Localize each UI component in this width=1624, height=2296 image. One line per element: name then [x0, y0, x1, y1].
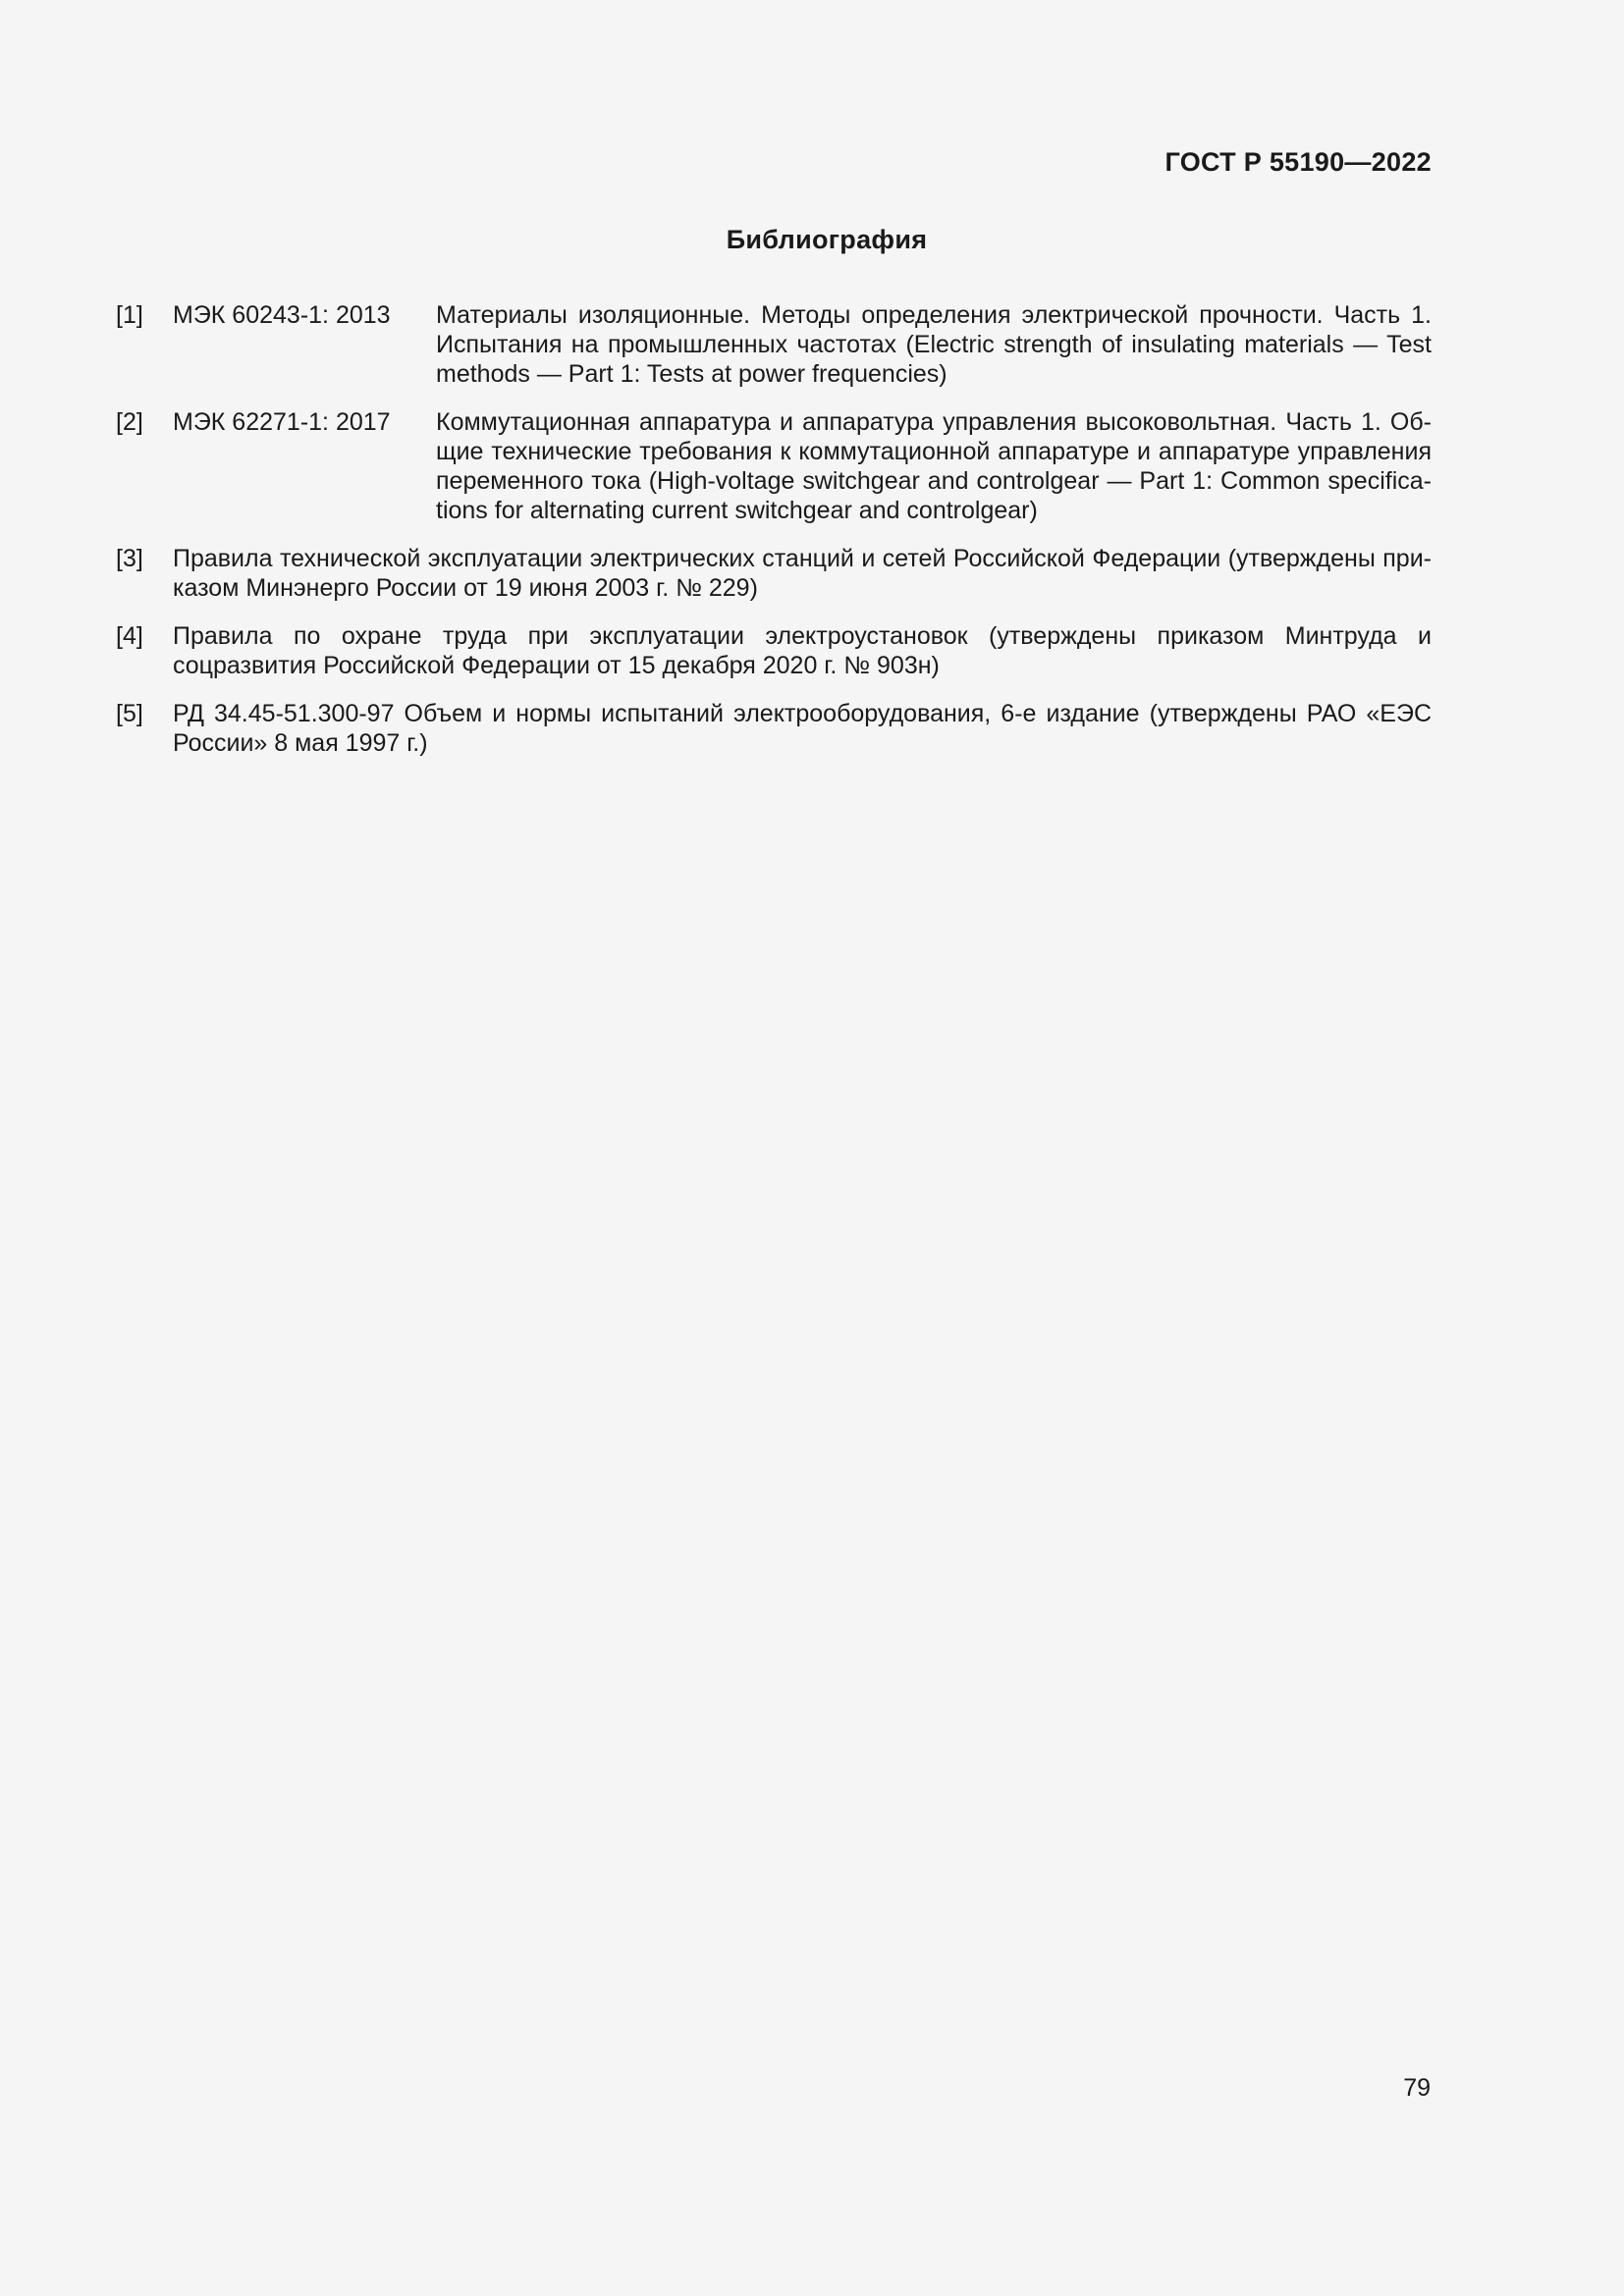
entry-standard-code: МЭК 60243-1: 2013 [173, 301, 391, 329]
page-title [0, 225, 1624, 255]
entry-number: [2] [116, 408, 143, 436]
page-title-text: Библиография [726, 225, 928, 254]
bibliography-list [116, 300, 1432, 776]
bibliography-entry [116, 621, 1432, 680]
bibliography-entry [116, 300, 1432, 389]
entry-number: [4] [116, 622, 143, 650]
entry-text: Правила по охране труда при эксплуатации электроустановок (утверждены приказом Минтруда и соцразвития Российской Федерации от 15 декабря 2020 г. № 903н) [173, 622, 1432, 679]
bibliography-entry [116, 407, 1432, 525]
entry-number: [3] [116, 545, 143, 572]
entry-text: Коммутационная аппаратура и аппаратура управления высоковольтная. Часть 1. Общие технические требования к коммутационной аппаратуре и аппаратуре управления переменного тока (High-voltage switchgear and controlgear — Part 1: Common specifications for alternating current switchgear and controlgear) [436, 408, 1432, 524]
entry-text: Материалы изоляционные. Методы определения электрической прочности. Часть 1. Испытания на промышленных частотах (Electric strength of insulating materials — Test methods — Part 1: Tests at power frequencies) [436, 301, 1432, 388]
bibliography-entry [116, 699, 1432, 758]
document-code: ГОСТ Р 55190—2022 [1164, 147, 1432, 177]
entry-standard-code: МЭК 62271-1: 2017 [173, 408, 391, 436]
entry-text: Правила технической эксплуатации электрических станций и сетей Российской Федерации (утверждены приказом Минэнерго России от 19 июня 2003 г. № 229) [173, 545, 1432, 602]
bibliography-entry [116, 544, 1432, 603]
page-number: 79 [1403, 2074, 1431, 2102]
entry-text: РД 34.45-51.300-97 Объем и нормы испытаний электрооборудования, 6-е издание (утверждены РАО «ЕЭС России» 8 мая 1997 г.) [173, 700, 1432, 757]
entry-number: [5] [116, 700, 143, 727]
entry-number: [1] [116, 301, 143, 329]
